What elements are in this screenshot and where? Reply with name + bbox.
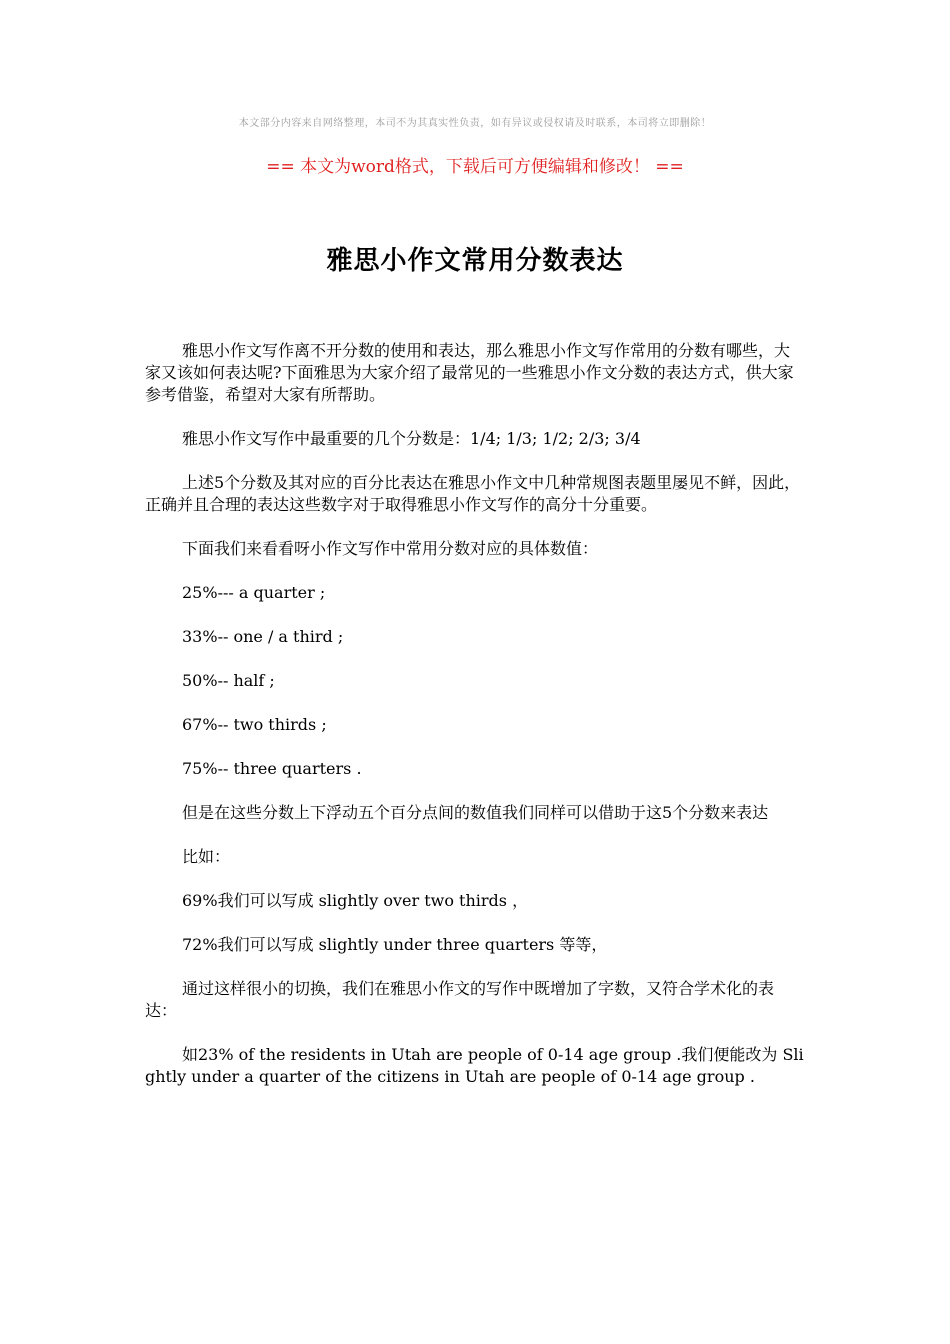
document-body	[145, 340, 805, 1088]
list-item-quarter: 25%--- a quarter ;	[182, 583, 326, 602]
list-item-half: 50%-- half ;	[182, 671, 275, 690]
paragraph-floating-values: 但是在这些分数上下浮动五个百分点间的数值我们同样可以借助于这5个分数来表达	[182, 803, 769, 822]
paragraph-switching: 通过这样很小的切换，我们在雅思小作文的写作中既增加了字数，又符合学术化的表达：	[145, 979, 775, 1020]
example-69-percent: 69%我们可以写成 slightly over two thirds ，	[182, 891, 529, 910]
list-item-two-thirds: 67%-- two thirds ;	[182, 715, 327, 734]
list-item-three-quarters: 75%-- three quarters .	[182, 759, 362, 778]
document-title: 雅思小作文常用分数表达	[326, 246, 624, 276]
format-notice: == 本文为word格式，下载后可方便编辑和修改！ ==	[266, 157, 684, 177]
paragraph-for-example: 比如：	[182, 847, 231, 866]
list-item-third: 33%-- one / a third ;	[182, 627, 344, 646]
paragraph-intro: 雅思小作文写作离不开分数的使用和表达，那么雅思小作文写作常用的分数有哪些，大家又该如何表达呢?下面雅思为大家介绍了最常见的一些雅思小作文分数的表达方式，供大家参考借鉴，希望对大家有所帮助。	[145, 341, 794, 404]
paragraph-values-intro: 下面我们来看看呀小作文写作中常用分数对应的具体数值：	[182, 539, 599, 558]
example-utah: 如23% of the residents in Utah are people of 0-14 age group .我们便能改为 Slightly under a quarter of the citizens in Utah are people of 0-14 age group .	[145, 1045, 804, 1086]
disclaimer-text: 本文部分内容来自网络整理，本司不为其真实性负责，如有异议或侵权请及时联系，本司将立即删除！	[238, 118, 712, 129]
paragraph-importance: 上述5个分数及其对应的百分比表达在雅思小作文中几种常规图表题里屡见不鲜，因此，正确并且合理的表达这些数字对于取得雅思小作文写作的高分十分重要。	[145, 473, 801, 514]
paragraph-key-fractions: 雅思小作文写作中最重要的几个分数是：1/4; 1/3; 1/2; 2/3; 3/4	[182, 429, 641, 448]
example-72-percent: 72%我们可以写成 slightly under three quarters 等等，	[182, 935, 608, 954]
